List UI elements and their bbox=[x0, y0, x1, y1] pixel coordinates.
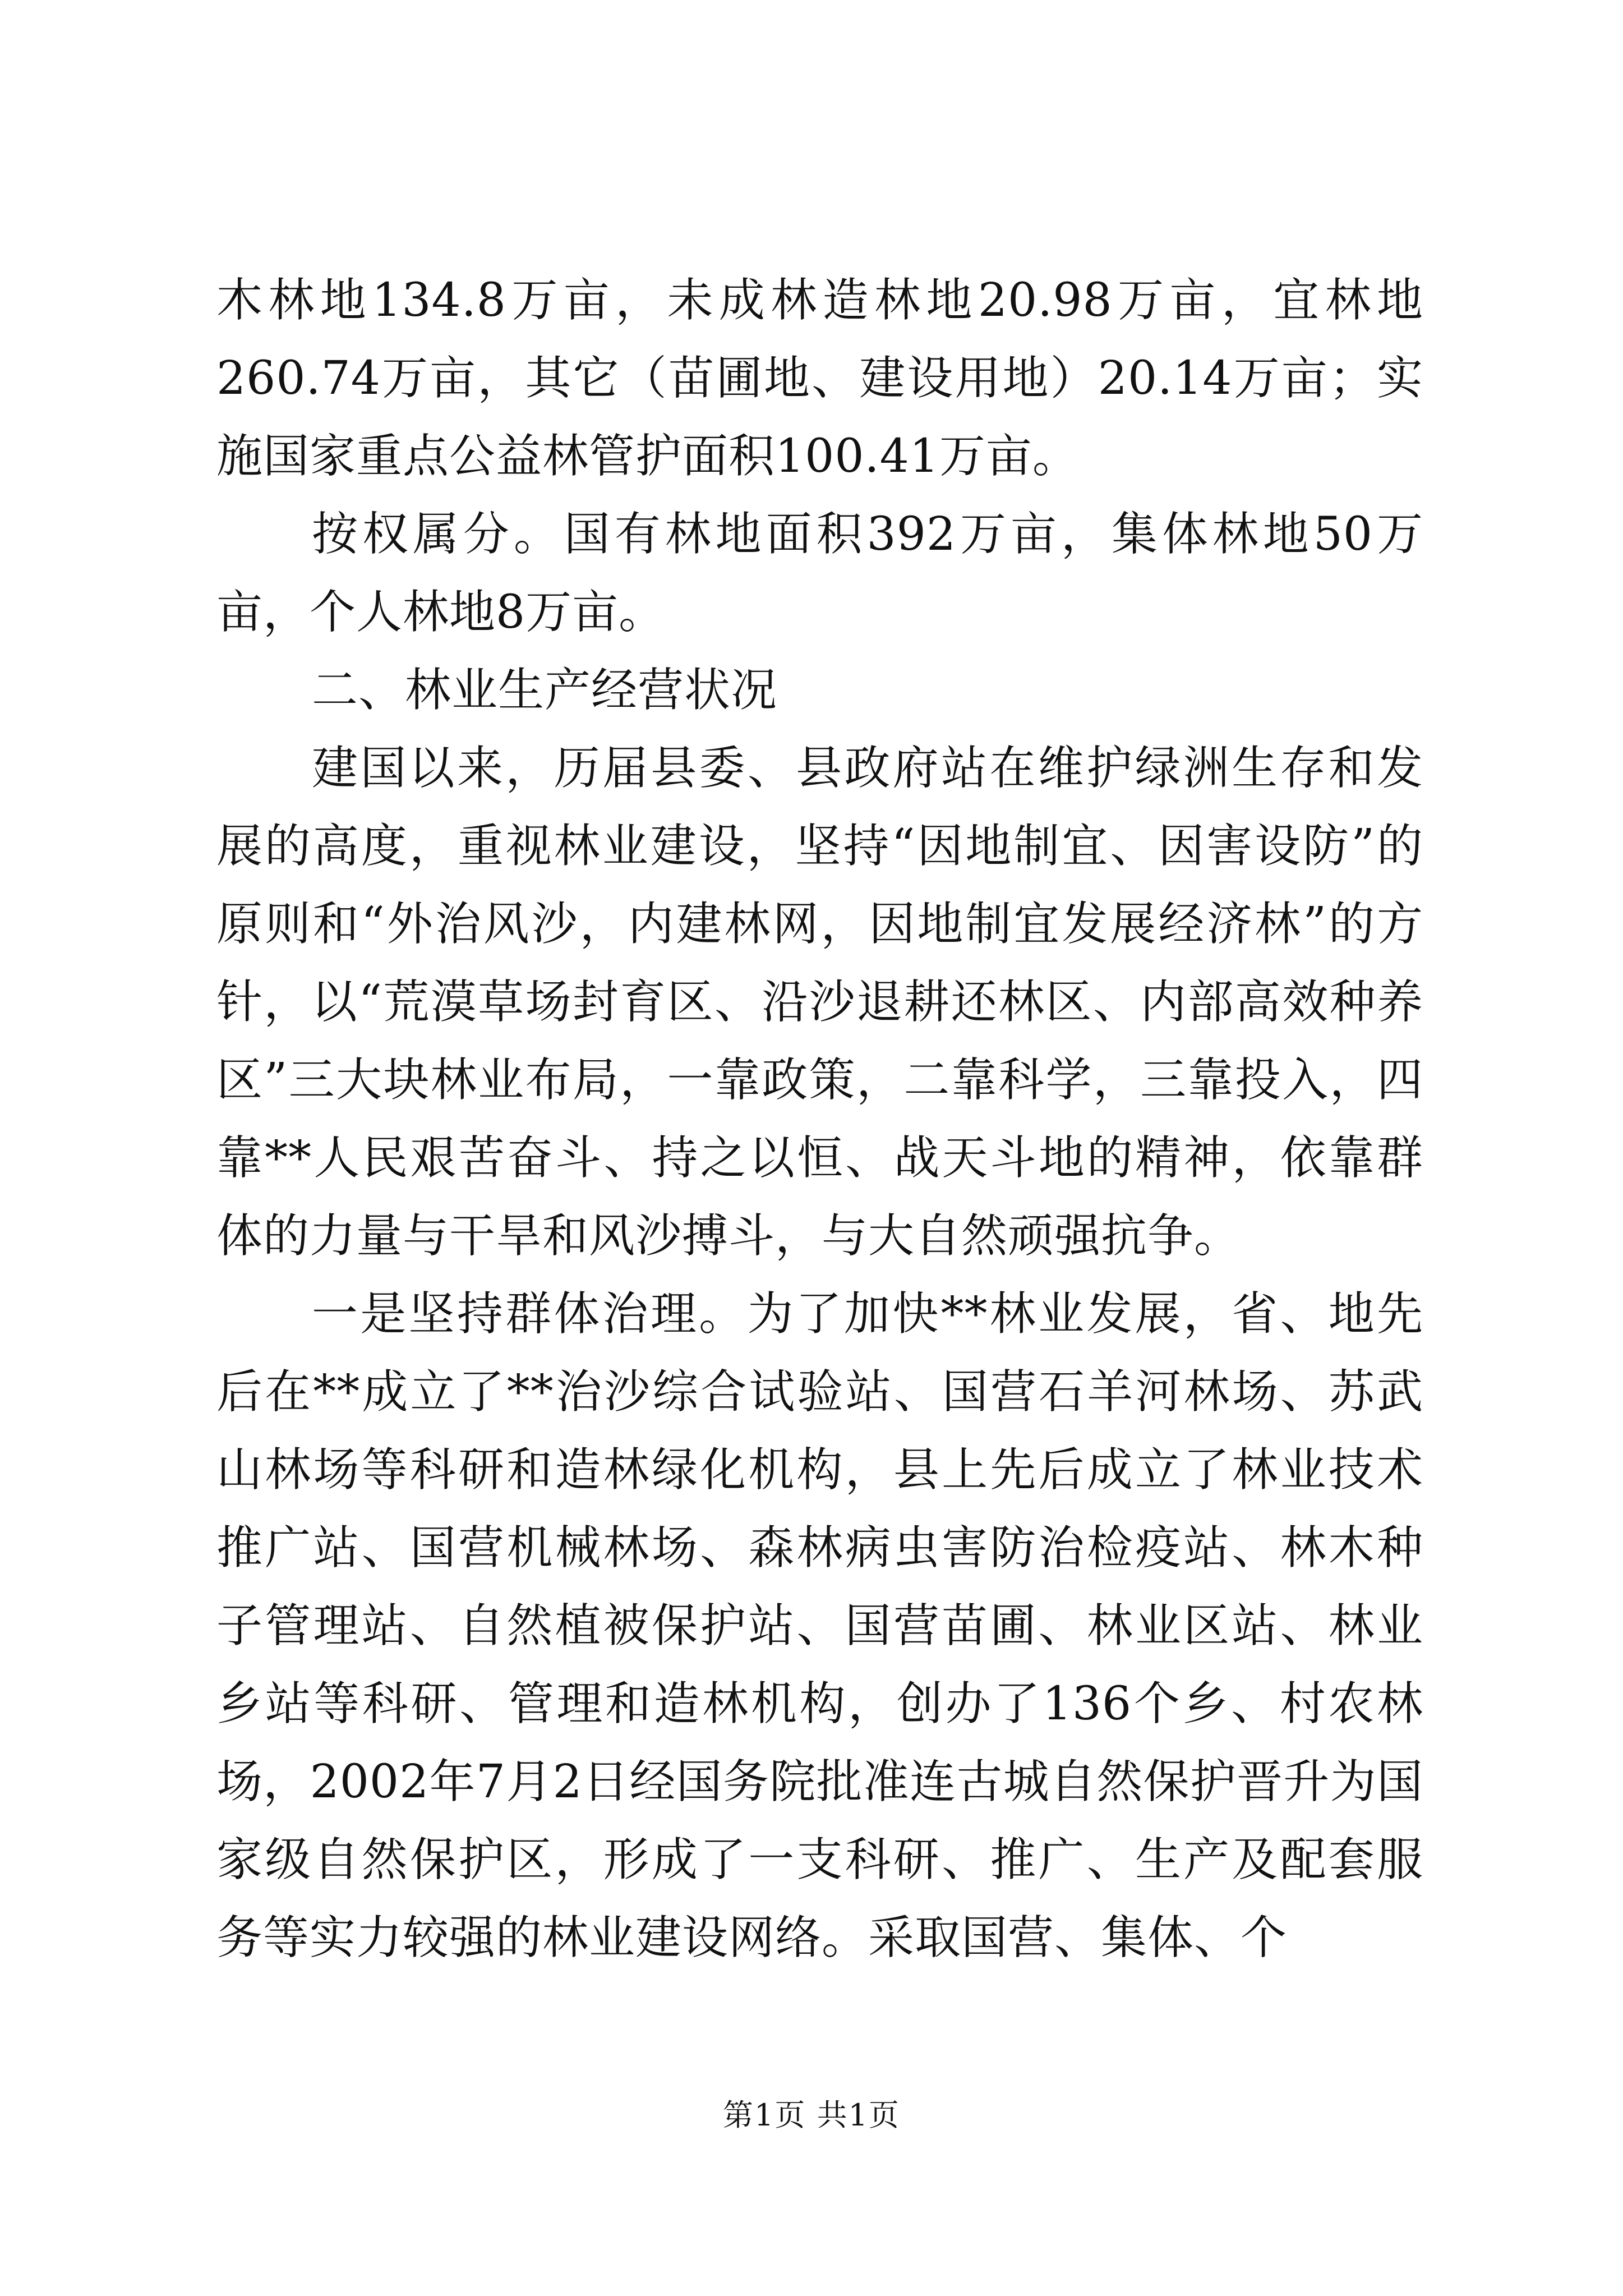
document-body bbox=[216, 261, 1423, 1977]
paragraph-3: 建国以来，历届县委、县政府站在维护绿洲生存和发展的高度，重视林业建设，坚持“因地制宜、因害设防”的原则和“外治风沙，内建林网，因地制宜发展经济林”的方针，以“荒漠草场封育区、沿沙退耕还林区、内部高效种养区”三大块林业布局，一靠政策，二靠科学，三靠投入，四靠**人民艰苦奋斗、持之以恒、战天斗地的精神，依靠群体的力量与干旱和风沙搏斗，与大自然顽强抗争。 bbox=[216, 742, 1423, 1263]
page-footer: 第1页 共1页 bbox=[723, 2097, 900, 2133]
paragraph-2: 按权属分。国有林地面积392万亩，集体林地50万亩，个人林地8万亩。 bbox=[216, 508, 1423, 639]
section-heading: 二、林业生产经营状况 bbox=[312, 664, 778, 717]
paragraph-1: 木林地134.8万亩，未成林造林地20.98万亩，宜林地260.74万亩，其它（苗圃地、建设用地）20.14万亩；实施国家重点公益林管护面积100.41万亩。 bbox=[216, 274, 1423, 483]
paragraph-4: 一是坚持群体治理。为了加快**林业发展，省、地先后在**成立了**治沙综合试验站、国营石羊河林场、苏武山林场等科研和造林绿化机构，县上先后成立了林业技术推广站、国营机械林场、森林病虫害防治检疫站、林木种子管理站、自然植被保护站、国营苗圃、林业区站、林业乡站等科研、管理和造林机构，创办了136个乡、村农林场，2002年7月2日经国务院批准连古城自然保护晋升为国家级自然保护区，形成了一支科研、推广、生产及配套服务等实力较强的林业建设网络。采取国营、集体、个 bbox=[216, 1287, 1423, 1964]
